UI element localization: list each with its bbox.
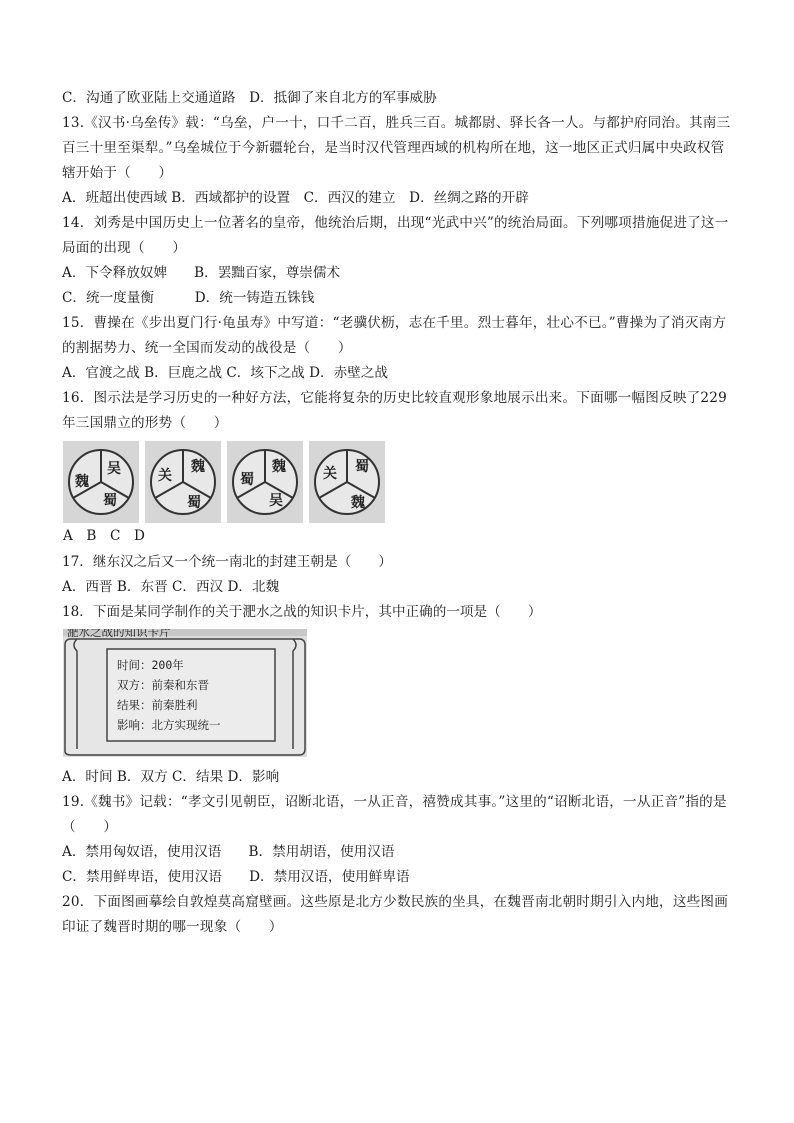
pie-a-left: 魏 xyxy=(75,474,89,490)
q14-options-ab: A．下令释放奴婢 B．罢黜百家，尊崇儒术 xyxy=(62,265,341,281)
q12-options-cd: C．沟通了欧亚陆上交通道路 D．抵御了来自北方的军事威胁 xyxy=(62,90,437,106)
q13-options: A．班超出使西域 B．西域都护的设置 C．西汉的建立 D．丝绸之路的开辟 xyxy=(62,190,529,206)
q19-options-ab: A．禁用匈奴语，使用汉语 B．禁用胡语，使用汉语 xyxy=(62,844,395,860)
pie-figure-b xyxy=(145,441,221,523)
pie-figure-d xyxy=(309,441,385,523)
card-row-result: 结果：前秦胜利 xyxy=(117,698,198,712)
q18-stem: 18．下面是某同学制作的关于淝水之战的知识卡片，其中正确的一项是（ ） xyxy=(62,604,542,620)
pie-c-left: 蜀 xyxy=(240,472,254,488)
q19-options-cd: C．禁用鲜卑语，使用汉语 D．禁用汉语，使用鲜卑语 xyxy=(62,869,410,885)
q17-options: A．西晋 B．东晋 C．西汉 D．北魏 xyxy=(62,579,280,595)
q19-stem: 19.《魏书》记载：“孝文引见朝臣，诏断北语，一从正音，禧赞成其事。”这里的“诏断北语，一从正音”指的是（ ） xyxy=(62,794,727,835)
pie-d-right: 魏 xyxy=(351,495,365,511)
q20-stem: 20．下面图画摹绘自敦煌莫高窟壁画。这些原是北方少数民族的坐具，在魏晋南北朝时期引入内地，这些图画印证了魏晋时期的哪一现象（ ） xyxy=(62,894,728,935)
card-row-time: 时间：200年 xyxy=(117,658,184,672)
pie-b-right: 蜀 xyxy=(187,495,201,511)
q17-stem: 17．继东汉之后又一个统一南北的封建王朝是（ ） xyxy=(62,554,392,570)
card-row-impact: 影响：北方实现统一 xyxy=(117,718,221,732)
pie-a-top: 吴 xyxy=(107,461,121,477)
pie-d-top: 蜀 xyxy=(355,459,369,475)
pie-a-right: 蜀 xyxy=(103,493,117,509)
pie-figure-a xyxy=(63,441,139,523)
card-cropped-header: 淝水之战的知识卡片 xyxy=(67,629,171,639)
q18-knowledge-card xyxy=(63,629,734,761)
pie-figure-c xyxy=(227,441,303,523)
q16-figure-labels: A B C D xyxy=(63,528,145,544)
pie-c-top: 魏 xyxy=(272,459,286,475)
q15-options: A．官渡之战 B．巨鹿之战 C．垓下之战 D．赤壁之战 xyxy=(62,365,388,381)
pie-d-left: 关 xyxy=(323,466,337,482)
pie-b-top: 魏 xyxy=(191,459,205,475)
q16-pie-figures xyxy=(63,441,734,523)
exam-page xyxy=(62,86,734,940)
pie-b-left: 关 xyxy=(158,468,172,484)
q16-stem: 16．图示法是学习历史的一种好方法，它能将复杂的历史比较直观形象地展示出来。下面哪一幅图反映了229年三国鼎立的形势（ ） xyxy=(62,390,727,431)
q14-stem: 14．刘秀是中国历史上一位著名的皇帝，他统治后期，出现“光武中兴”的统治局面。下列哪项措施促进了这一局面的出现（ ） xyxy=(62,215,729,256)
q14-options-cd: C．统一度量衡 D．统一铸造五铢钱 xyxy=(62,290,315,306)
q15-stem: 15．曹操在《步出夏门行·龟虽寿》中写道：“老骥伏枥，志在千里。烈士暮年，壮心不已。”曹操为了消灭南方的割据势力、统一全国而发动的战役是（ ） xyxy=(62,315,727,356)
pie-c-right: 吴 xyxy=(269,493,283,509)
q13-stem: 13.《汉书·乌垒传》载：“乌垒，户一十，口千二百，胜兵三百。城都尉、驿长各一人。与都护府同治。其南三百三十里至渠犁。”乌垒城位于今新疆轮台，是当时汉代管理西域的机构所在地，这一地区正式归属中央政权管辖开始于（ ） xyxy=(62,115,731,181)
card-row-sides: 双方：前秦和东晋 xyxy=(117,678,209,692)
q18-options: A．时间 B．双方 C．结果 D．影响 xyxy=(62,769,280,785)
